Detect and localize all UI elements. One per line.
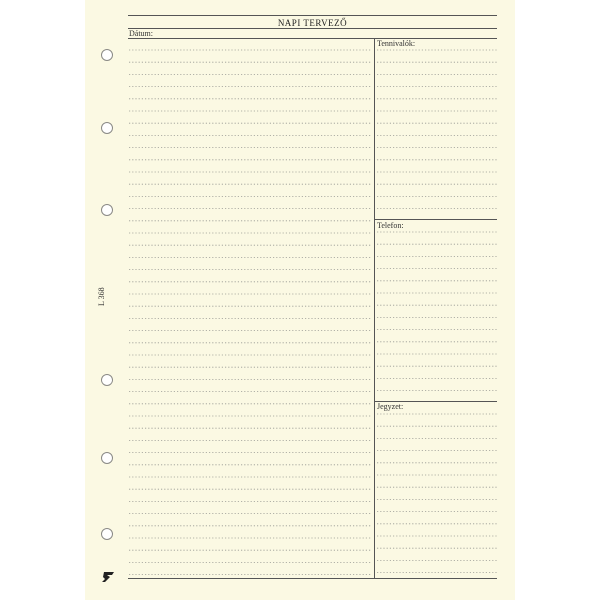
- todo-label: Tennivalók:: [377, 39, 416, 48]
- product-code: L 368: [97, 287, 106, 306]
- page-title: NAPI TERVEZŐ: [277, 18, 348, 28]
- phone-label: Telefon:: [377, 221, 404, 230]
- brand-logo-icon: [101, 571, 115, 583]
- notes-label: Jegyzet:: [377, 402, 404, 411]
- date-label: Dátum:: [129, 29, 153, 38]
